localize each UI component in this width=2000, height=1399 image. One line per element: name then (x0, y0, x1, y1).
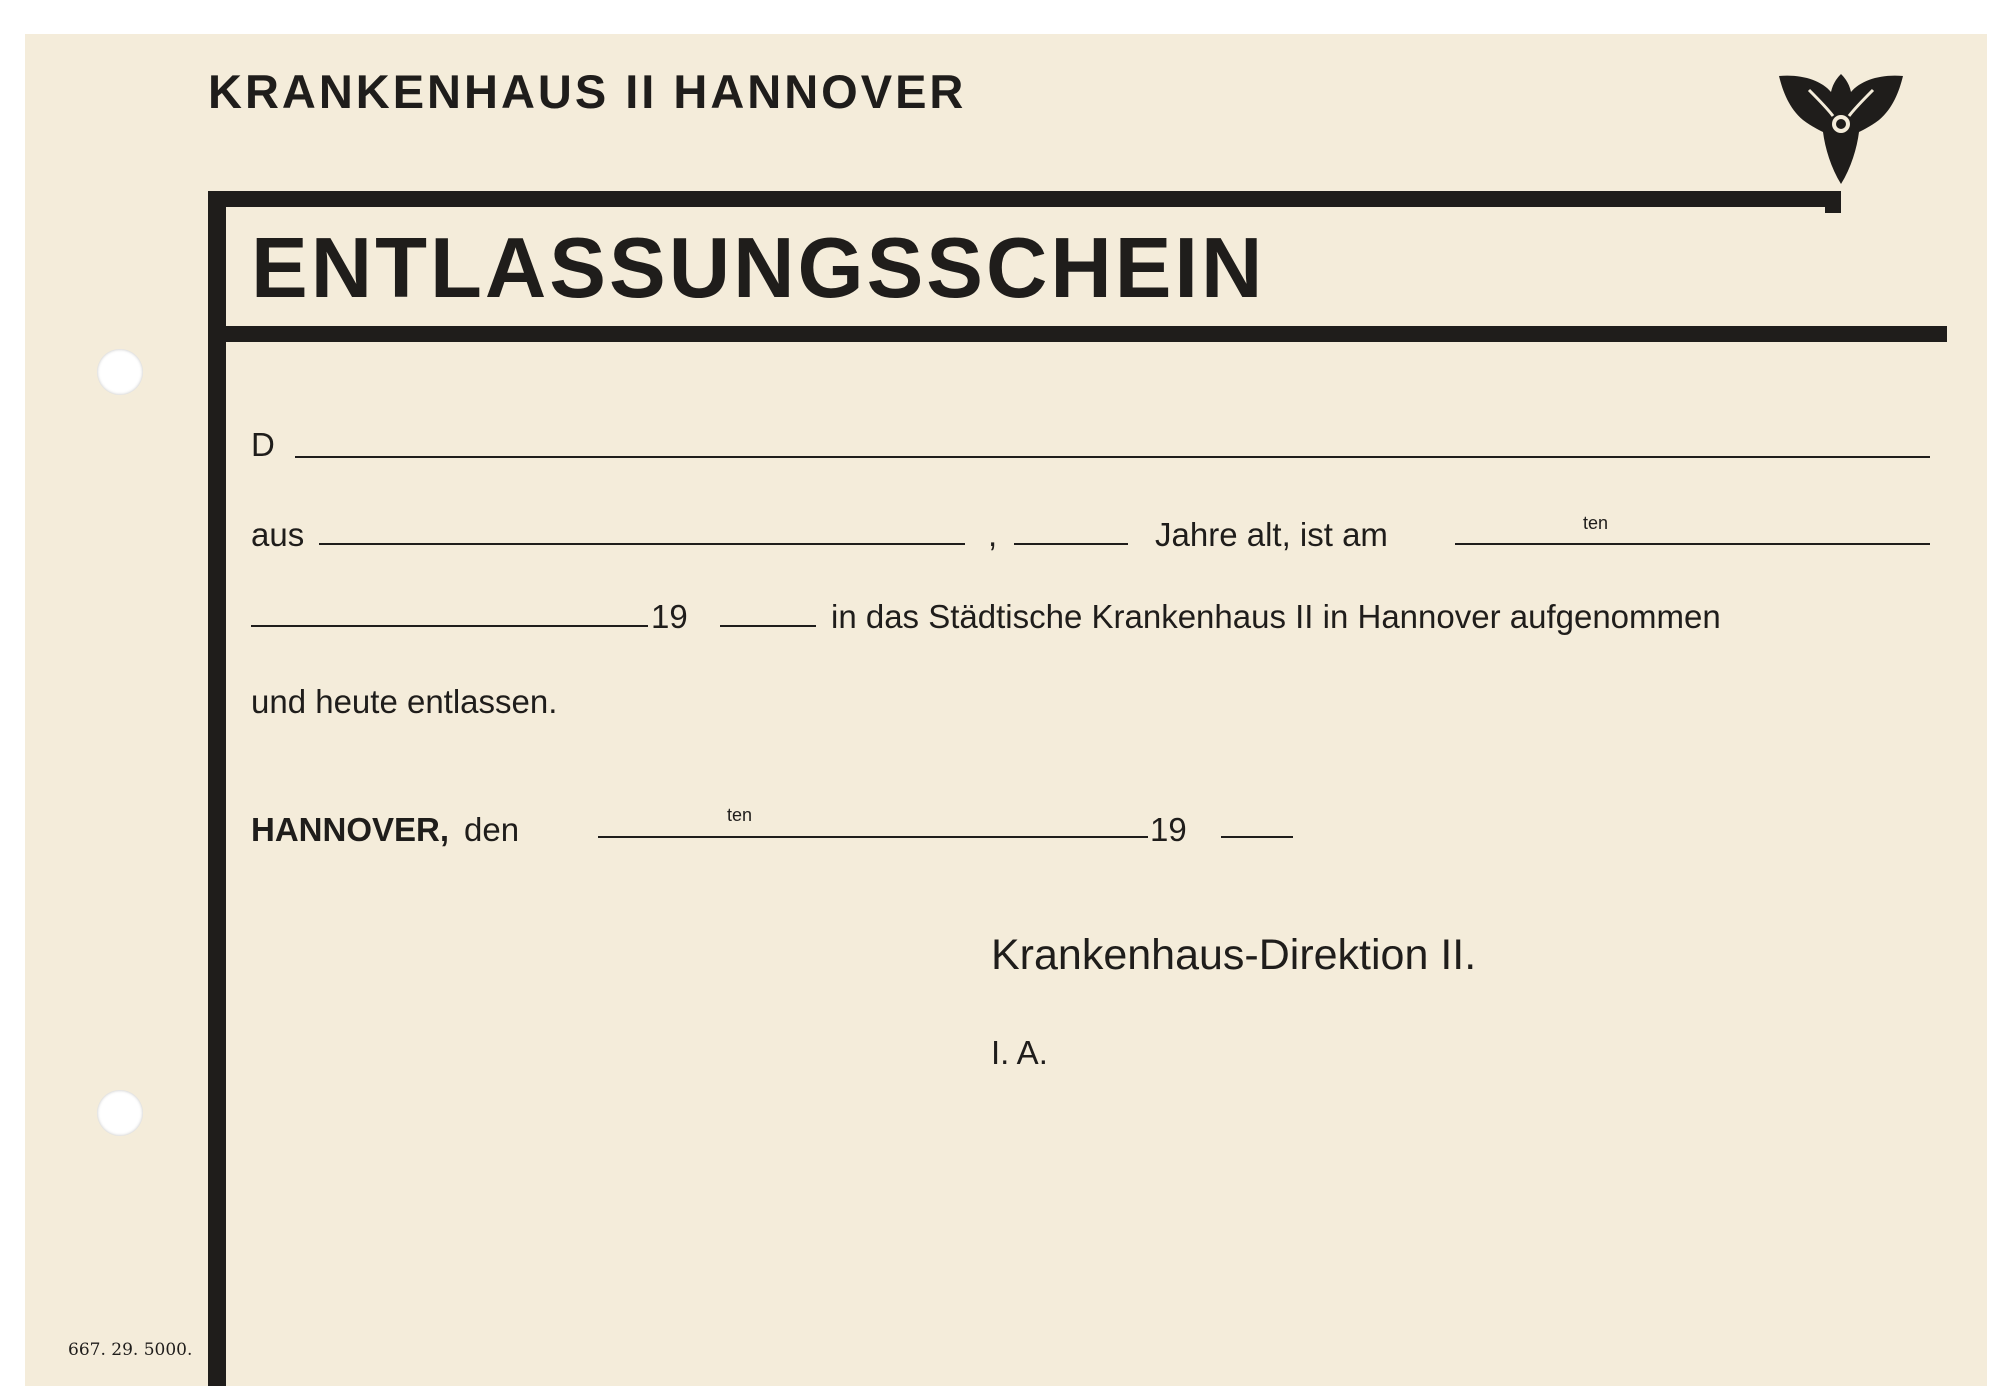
title-underline-bar (226, 326, 1947, 342)
frame-top-bar (208, 191, 1841, 207)
line4-text: und heute entlassen. (251, 683, 558, 720)
punch-hole-top (97, 349, 143, 395)
form-sheet (25, 34, 1987, 1386)
trefoil-emblem-icon (1769, 68, 1914, 188)
frame-top-bar-notch (1825, 191, 1841, 213)
origin-field-line[interactable] (319, 543, 965, 545)
hospital-name: KRANKENHAUS II HANNOVER (208, 65, 967, 118)
line2-prefix: aus (251, 516, 305, 553)
discharge-date-field-line[interactable] (598, 836, 1148, 838)
line3-year-prefix: 19 (651, 598, 688, 635)
admission-year-field-line[interactable] (720, 625, 816, 627)
line2-age-text: Jahre alt, ist am (1155, 516, 1388, 553)
line3-text: in das Städtische Krankenhaus II in Hannover aufgenommen (831, 598, 1721, 635)
discharge-year-field-line[interactable] (1221, 836, 1293, 838)
print-code: 667. 29. 5000. (68, 1340, 193, 1360)
admission-month-field-line[interactable] (251, 625, 648, 627)
date-year-prefix: 19 (1150, 811, 1187, 848)
admission-day-field-line[interactable] (1455, 543, 1930, 545)
place-name: HANNOVER, (251, 811, 450, 848)
line2-superscript: ten (1583, 513, 1609, 533)
signature-on-behalf: I. A. (991, 1034, 1048, 1071)
form-title: ENTLASSUNGSSCHEIN (251, 221, 1266, 316)
date-superscript: ten (727, 805, 753, 825)
age-field-line[interactable] (1014, 543, 1128, 545)
name-field-line[interactable] (295, 456, 1930, 458)
date-prefix: den (464, 811, 520, 848)
line1-prefix: D (251, 426, 275, 463)
frame-left-bar (208, 191, 226, 1386)
signature-authority: Krankenhaus-Direktion II. (991, 931, 1477, 979)
punch-hole-bottom (97, 1090, 143, 1136)
line2-comma: , (988, 516, 998, 553)
